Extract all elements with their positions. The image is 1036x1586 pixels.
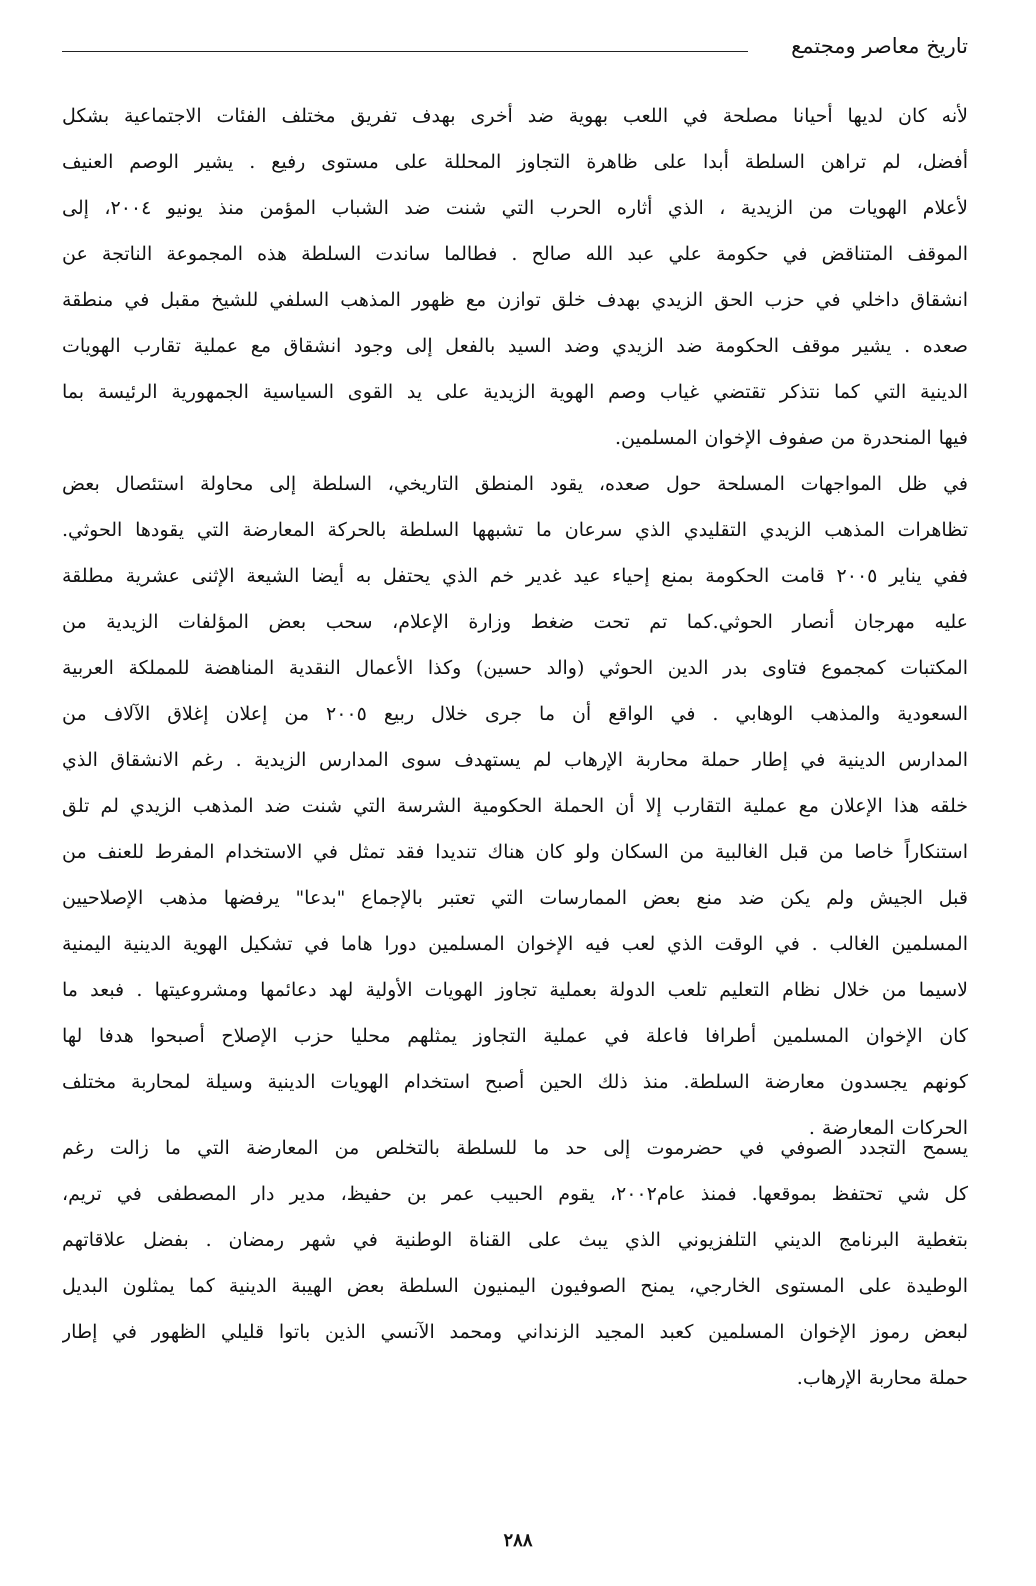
running-header	[62, 34, 968, 58]
paragraph-line: قبل الجيش ولم يكن ضد منع بعض الممارسات التي تعتبر بالإجماع "بدعا" يرفضها مذهب الإصلاحيين	[62, 887, 968, 909]
paragraph-line: أفضل، لم تراهن السلطة أبدا على ظاهرة التجاوز المحللة على مستوى رفيع . يشير الوصم العنيف	[62, 151, 968, 173]
paragraph-line: ففي يناير ٢٠٠٥ قامت الحكومة بمنع إحياء عيد غدير خم الذي يحتفل به أيضا الشيعة الإثنى عشرية مطلقة	[62, 565, 968, 587]
paragraph-line: لاسيما من خلال نظام التعليم تلعب الدولة بعملية تجاوز الهويات الأولية لهد دعائمها ومشروعيتها . فبعد ما	[62, 979, 968, 1001]
paragraph-line: تظاهرات المذهب الزيدي التقليدي الذي سرعان ما تشبهها السلطة بالحركة المعارضة التي يقودها الحوثي.	[62, 519, 968, 541]
page-number: ٢٨٨	[503, 1530, 533, 1551]
header-title: تاريخ معاصر ومجتمع	[791, 34, 968, 58]
paragraph-line: كان الإخوان المسلمين أطرافا فاعلة في عملية التجاوز يمثلهم محليا حزب الإصلاح أصبحوا هدفا لها	[62, 1025, 968, 1047]
paragraph-line: لبعض رموز الإخوان المسلمين كعبد المجيد الزنداني ومحمد الآنسي الذين باتوا قليلي الظهور في إطار	[62, 1321, 968, 1343]
paragraph-line: المدارس الدينية في إطار حملة محاربة الإرهاب لم يستهدف سوى المدارس الزيدية . رغم الانشقاق الذي	[62, 749, 968, 771]
paragraph-line: كل شي تحتفظ بموقعها. فمنذ عام٢٠٠٢، يقوم الحبيب عمر بن حفيظ، مدير دار المصطفى في تريم،	[62, 1183, 968, 1205]
paragraph-line: انشقاق داخلي في حزب الحق الزيدي بهدف خلق توازن مع ظهور المذهب السلفي للشيخ مقبل في منطقة	[62, 289, 968, 311]
paragraph-line: بتغطية البرنامج الديني التلفزيوني الذي يبث على القناة الوطنية في شهر رمضان . بفضل علاقاتهم	[62, 1229, 968, 1251]
header-rule	[62, 51, 748, 52]
paragraph-line: كونهم يجسدون معارضة السلطة. منذ ذلك الحين أصبح استخدام الهويات الدينية وسيلة لمحاربة مختلف	[62, 1071, 968, 1093]
paragraph-line: لأعلام الهويات من الزيدية ، الذي أثاره الحرب التي شنت ضد الشباب المؤمن منذ يونيو ٢٠٠٤، إلى	[62, 197, 968, 219]
paragraph-line: الدينية التي كما نتذكر تقتضي غياب وصم الهوية الزيدية على يد القوى السياسية الجمهورية الرئيسة بما	[62, 381, 968, 403]
paragraph-1	[62, 93, 968, 461]
paragraph-line: الموقف المتناقض في حكومة علي عبد الله صالح . فطالما ساندت السلطة هذه المجموعة الناتجة عن	[62, 243, 968, 265]
paragraph-line: المسلمين الغالب . في الوقت الذي لعب فيه الإخوان المسلمين دورا هاما في تشكيل الهوية الدينية اليمنية	[62, 933, 968, 955]
paragraph-2	[62, 461, 968, 1151]
paragraph-line: خلقه هذا الإعلان مع عملية التقارب إلا أن الحملة الحكومية الشرسة التي شنت ضد المذهب الزيدي لم تلق	[62, 795, 968, 817]
paragraph-line: الحركات المعارضة .	[808, 1117, 968, 1139]
paragraph-line: في ظل المواجهات المسلحة حول صعده، يقود المنطق التاريخي، السلطة إلى محاولة استئصال بعض	[62, 473, 968, 495]
paragraph-line: صعده . يشير موقف الحكومة ضد الزيدي وضد السيد بالفعل إلى وجود انشقاق مع عملية تقارب الهويات	[62, 335, 968, 357]
paragraph-line: فيها المنحدرة من صفوف الإخوان المسلمين.	[614, 427, 968, 449]
paragraph-line: السعودية والمذهب الوهابي . في الواقع أن ما جرى خلال ربيع ٢٠٠٥ من إعلان إغلاق الآلاف من	[62, 703, 968, 725]
paragraph-line: استنكاراً خاصا من قبل الغالبية من السكان ولو كان هناك تنديدا فقد تمثل في الاستخدام المفرط للعنف من	[62, 841, 968, 863]
paragraph-line: لأنه كان لديها أحيانا مصلحة في اللعب بهوية ضد أخرى بهدف تفريق مختلف الفئات الاجتماعية بشكل	[62, 105, 968, 127]
paragraph-line: عليه مهرجان أنصار الحوثي.كما تم تحت ضغط وزارة الإعلام، سحب بعض المؤلفات الزيدية من	[62, 611, 968, 633]
paragraph-3	[62, 1125, 968, 1401]
paragraph-line: الوطيدة على المستوى الخارجي، يمنح الصوفيون اليمنيون السلطة بعض الهيبة الدينية كما يمثلون البديل	[62, 1275, 968, 1297]
paragraph-line: حملة محاربة الإرهاب.	[796, 1367, 968, 1389]
paragraph-line: يسمح التجدد الصوفي في حضرموت إلى حد ما للسلطة بالتخلص من المعارضة التي ما زالت رغم	[62, 1137, 968, 1159]
paragraph-line: المكتبات كمجموع فتاوى بدر الدين الحوثي (والد حسين) وكذا الأعمال النقدية المناهضة للمملكة العربية	[62, 657, 968, 679]
